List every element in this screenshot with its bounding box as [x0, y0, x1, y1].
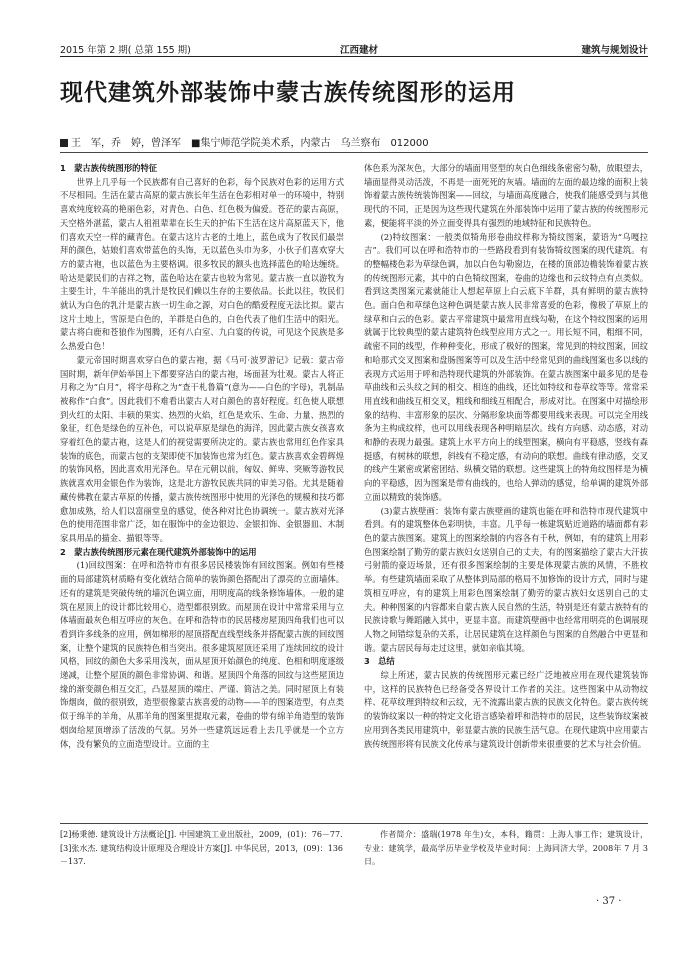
- references-list: [60, 828, 344, 869]
- reference-item: [2]杨秉德. 建筑设计方法概论[J]. 中国建筑工业出版社，2009，(01)：76－77.: [60, 830, 343, 839]
- running-header: [60, 40, 648, 56]
- references-rule: [60, 823, 648, 824]
- issue-label: 2015 年第 2 期( 总第 155 期): [60, 45, 191, 56]
- section-2-heading: 2 蒙古族传统图形元素在现代建筑外部装饰中的运用: [60, 546, 257, 557]
- article-title: 现代建筑外部装饰中蒙古族传统图形的运用: [60, 80, 516, 106]
- journal-name: 江西建材: [340, 45, 379, 56]
- left-column: [60, 162, 344, 820]
- section-3-heading: 3 总结: [364, 656, 395, 667]
- paragraph: (2)特纹图案：一般类似犄角形卷曲纹样称为犄纹图案，蒙语为“乌嘎拉吉”。我们可以在呼和浩特市的一些路段看到有装饰犄纹图案的现代建筑。有的整幅楼色彩为草绿色调，加以白色勾勒窗边，在楼的顶部边檐装饰着蒙古族的传统图形元素，其中的白色犄纹图案，卷曲的边缘也和云纹特点有点类似。看到这类图案元素就能让人想起草原上白云底下羊群，具有鲜明的蒙古族特色。面白色和草绿色这种色调是蒙古族人民非常喜爱的色彩，像极了草原上的绿草和白云的色彩。蒙古平常建筑中最常用直线勾勒，在这个特纹图案的运用就属于比较典型的蒙古建筑特色线型应用方式之一。用长短不同，粗细不同，疏密不同的线型，作种种变化，形成了极好的图案，常见到的特纹图案，回纹和哈那式交叉图案和盘肠图案等可以及生活中经常见到的曲线图案也多以线的表现方式运用于呼和浩特现代建筑的外部装饰。在蒙古族图案中最多见的是卷草曲线和云头纹之间的相交、相连的曲线，还比如特纹和卷草纹等等。常常采用直线和曲线互相交叉，粗线和细线互相配合，形成对比。在图案中对描绘形象的结构、丰富形象的层次、分隔形象块面等都要用线来表现。可以完全用线条为主构成纹样，也可以用线表现各种明暗层次。线有方向感、动态感，对动和静的表现力最强。建筑上水平方向上的线型图案，横向有平稳感，竖线有森挺感，有树林的联想，斜线有不稳定感，有动向的联想。曲线有律动感，交叉的线产生紧密或紧密团结、纵横交错的联想。这些建筑上的特角纹图样是为横向的平稳感，因为图案是带有曲线的，也给人弹动的感觉，给单调的建筑外部立面以精致的装饰感。: [364, 231, 648, 502]
- author-line: [60, 134, 648, 149]
- paragraph: (3)蒙古族壁画：装饰有蒙古族壁画的建筑也能在呼和浩特市现代建筑中看到。有的建筑整体色彩明快，丰富。几乎每一栋建筑贴近道路的墙面都有彩色的蒙古族图案。建筑上的图案绘制的内容各有千秋，例如，有的建筑上用彩色图案绘制了勤劳的蒙古族妇女送别自己的丈夫，有的图案描绘了蒙古大汗拔弓射箭的豪迈场景，还有很多图案绘制的主要是体现蒙古族的风情，不胜枚举。有些建筑墙面采取了从整体到局部的格局不加修饰的设计方式，同时与建筑相互呼应，有的建筑上用彩色图案绘制了勤劳的蒙古族妇女送别自己的丈夫。种种图案的内容都来自蒙古族人民自然的生活，特别是还有蒙古族特有的民族诗歌与舞蹈融入其中，更显丰富。而建筑壁画中也经常用明亮的色调展现人物之间错综复杂的关系，让居民建筑在这样颜色与图案的自然融合中更显和谐。蒙古居民每每走过这里，就如亲临其境。: [364, 505, 648, 653]
- author-bio: 作者简介：盛瑞(1978 年生)女，本科，籍贯：上海人事工作；建筑设计，专业：建筑学，最高学历毕业学校及毕业时间：上海同济大学，2008年 7 月 3 日。: [364, 830, 648, 866]
- section-name: 建筑与规划设计: [581, 45, 648, 56]
- paragraph: 综上所述，蒙古民族的传统图形元素已经广泛地被应用在现代建筑装饰中，这样的民族特色已经备受各界设计工作者的关注。这些图案中从动物纹样、花草纹理到特纹和云纹，无不流露出蒙古族的民族文化特色。蒙古族传统的装饰纹案以一种的特定文化语言感染着呼和浩特市的居民，这些装饰纹案被应用到各类民用建筑中，彰显蒙古族的民族生活气息。在现代建筑中应用蒙古族传统图形将有民族文化传承与建筑设计创新带来很重要的艺术与社会价值。: [364, 670, 648, 749]
- authors-text: 王 军，乔 婷，曾泽军 ■集宁师范学院美术系，内蒙古 乌兰察布 012000: [71, 138, 429, 149]
- header-rule: [60, 56, 648, 57]
- square-bullet-icon: [60, 139, 68, 147]
- right-column: [364, 162, 648, 820]
- title-rule: [60, 152, 648, 153]
- section-1-heading: 1 蒙古族传统图形的特征: [60, 163, 158, 173]
- paragraph: (1)回纹图案：在呼和浩特市有很多居民楼装饰有回纹图案。例如有些楼面的局部建筑材质略有变化就结合简单的装饰颜色搭配出了漂亮的立面墙体。还有的建筑是突破传统的墙沉色调立面，用明度高的线条修饰墙体。一般的建筑在屋顶上的设计都比较用心，造型都很别致。而屋顶在设计中常常采用与立体墙面最灰色相互呼应的灰色。在呼和浩特市的民居楼房屋顶四角我们也可以看到许多线条的应用，例如梯形的屋顶搭配直线型线条并搭配蒙古族的回纹图案，让整个建筑的民族特色相当突出。很多建筑屋顶还采用了连续回纹的设计风格，回纹的颜色大多采用浅灰，面从屋顶开始颜色的纯度、色相和明度逐级递减，让整个屋顶的颜色非常协调、和谐。屋顶四个角落的回纹与这些屋顶边缘的渐变颜色相互交汇，凸显屋顶的端庄、严谨、简洁之美。同时屋顶上有装饰烟囱，做的很别致，造型很像蒙古族喜爱的动物——羊的图案造型，有点类似于绵羊的羊角，从那羊角的图案里提取元素，卷曲的带有绵羊角造型的装饰烟囱给屋顶增添了活泼的气氛。另外一些建筑远远看上去几乎就是一个立方体，没有繁负的立面造型设计。立面的主: [60, 560, 344, 749]
- reference-item: [3]张水杰. 建筑结构设计原理及合理设计方案[J]. 中华民居，2013，(09)：136－137.: [60, 843, 344, 866]
- paragraph: 世界上几乎每一个民族都有自己喜好的色彩，每个民族对色彩的运用方式不尽相同。生活在蒙古高原的蒙古族长年生活在色彩相对单一的环境中，特别喜欢纯度较高的艳丽色彩，对青色、白色、红色极为偏爱。苍茫的蒙古高原，天空格外湛蓝，蒙古人祖祖辈辈在长生天的护佑下生活在这片高原蓝天下，他们喜欢天空一样的藏青色。在蒙古这片古老的土地上，蓝色成为了牧民们最崇拜的颜色，姑娘们喜欢带蓝色的头饰，无以蓝色头巾为多，小伙子们喜欢穿大方的蒙古袍，也以蓝色为主要格调。很多牧民的额头也选择蓝色的哈达缠绕。哈达是蒙民们的吉祥之物，蓝色哈达在蒙古也较为常见。蒙古族一直以游牧为主要生计，牛羊能出的乳汁是牧民们赖以生存的主要依品。长此以往，牧民们就认为白色的乳汁是蒙古族一切生命之源，对白色的酷爱程度无法比拟。蒙古这片土地上，雪原是白色的，羊群是白色的，白色代表了他们生活中的阳光。蒙古将白鹿和苍狼作为图腾，还有八白室、九白宴的传说，可见这个民族是多么热爱白色！: [60, 176, 344, 352]
- paragraph: 蒙元帝国时期喜欢穿白色的蒙古袍，据《马可·波罗游记》记载：蒙古帝国时期，新年伊始举国上下都要穿洁白的蒙古袍，场面甚为壮观。蒙古人将正月称之为“白月”，将字母称之为“查干札鲁篇”(意为——白色的字母)，乳制品被称作“白食”。因此我们不难看出蒙古人对白颜色的喜好程度。红色使人联想到火红的太阳、丰硕的果实、热烈的火焰，红色是欢乐、生命、力量、热烈的象征，红色是绿色的互补色，可以说草原是绿色的海洋，因此蒙古族女孩喜欢穿着红色的蒙古袍，这是人们的视觉需要所决定的。蒙古族也常用红色作家具装饰的底色，而蒙古包的支架即使不加装饰也常为红色。蒙古族喜欢金碧辉煌的装饰风格，因此喜欢用光泽色。早在元朝以前，匈奴、鲜卑、突厥等游牧民族就喜欢用金银色作为装饰，这是北方游牧民族共同的审美习俗。尤其是随着藏传佛教在蒙古草原的传播，蒙古族传统图形中使用的光泽色的规模和技巧都愈加成熟，给人们以富丽堂皇的感觉，使各种对比色协调统一。蒙古族对光泽色的使用范围非常广泛，如在服饰中的金边银边、金银扣饰、金银器皿、木制家具用品的描金、描银等等。: [60, 354, 344, 543]
- paragraph: 体色系为深灰色，大部分的墙面用竖型的灰白色细线条密密匀勒，放眼望去，墙面显得灵动活泼，不再是一面死死的灰墙。墙面的左面的最边缘的面积上装饰着蒙古族传统装饰图案——回纹，与墙面高度融合，使我们能感受到与其他现代的不同，正是因为这些现代建筑在外部装饰中运用了蒙古族的传统图形元素，便能将平淡的外立面变得具有强烈的地域特征和民族特色。: [364, 163, 648, 228]
- page-number: · 37 ·: [596, 896, 622, 907]
